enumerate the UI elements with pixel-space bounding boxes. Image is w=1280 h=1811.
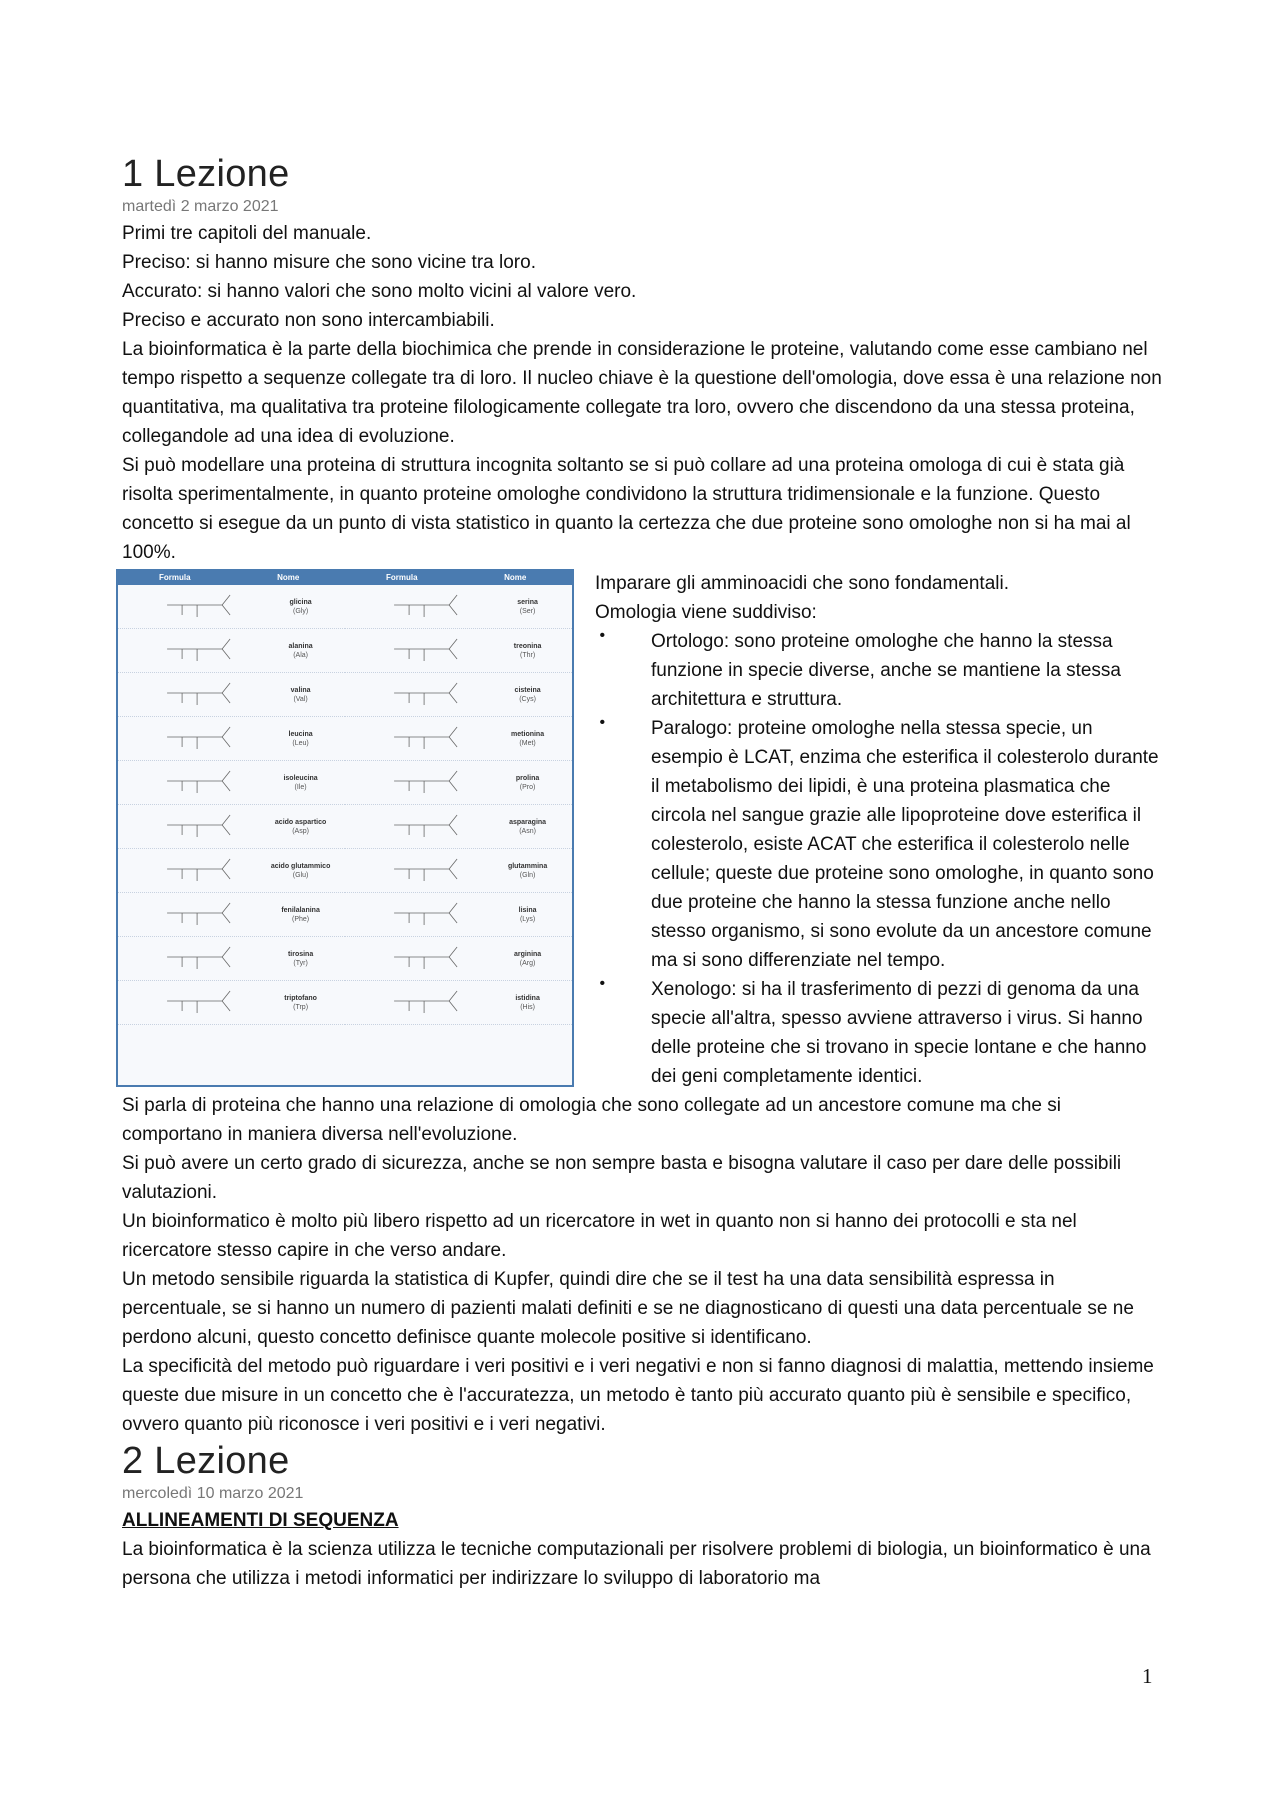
amino-acid-name (483, 730, 572, 748)
amino-acid-label: fenilalanina (281, 906, 320, 914)
amino-acid-abbr: (Arg) (519, 959, 536, 967)
paragraph: Omologia viene suddiviso: (595, 602, 817, 623)
amino-acid-label: cisteina (514, 686, 541, 694)
amino-acid-label: asparagina (509, 818, 547, 826)
amino-acid-row (345, 629, 572, 673)
amino-acid-abbr: (Glu) (292, 871, 309, 879)
amino-acid-row (345, 585, 572, 629)
formula-drawing (118, 849, 256, 891)
amino-acid-name (256, 642, 345, 660)
formula-drawing (118, 893, 256, 935)
amino-acid-abbr: (Met) (519, 739, 536, 747)
paragraph: Un bioinformatico è molto più libero rispetto ad un ricercatore in wet in quanto non si hanno dei protocolli e sta nel ricercatore stesso capire in che verso andare. (122, 1211, 1077, 1261)
amino-acid-name (256, 950, 345, 968)
amino-acid-abbr: (Ser) (519, 607, 536, 615)
figure-header-cell: Formula (158, 573, 191, 582)
formula-drawing (118, 937, 256, 979)
amino-acid-label: isoleucina (283, 774, 318, 782)
amino-acid-formula (118, 629, 256, 672)
paragraph: Un metodo sensibile riguarda la statistica di Kupfer, quindi dire che se il test ha una data sensibilità espressa in percentuale, se si hanno un numero di pazienti malati definiti e se ne diagnosticano di questi una data percentuale se ne perdono alcuni, questo concetto definisce quante molecole positive si identificano. (122, 1269, 1134, 1348)
formula-drawing (118, 717, 256, 759)
amino-acid-name (483, 686, 572, 704)
amino-acid-abbr: (Gln) (519, 871, 536, 879)
amino-acid-formula (118, 673, 256, 716)
paragraph: Preciso: si hanno misure che sono vicine tra loro. (122, 252, 536, 273)
amino-acid-name (256, 818, 345, 836)
amino-acid-label: glicina (289, 598, 312, 606)
amino-acid-row (345, 893, 572, 937)
amino-acid-formula (118, 937, 256, 980)
amino-acid-label: istidina (515, 994, 540, 1002)
amino-acid-label: serina (517, 598, 538, 606)
amino-acid-label: alanina (288, 642, 313, 650)
side-text (595, 569, 1165, 1091)
amino-acid-formula (345, 805, 483, 848)
amino-acid-name (483, 642, 572, 660)
amino-acid-row (345, 717, 572, 761)
amino-acid-row (118, 893, 345, 937)
amino-acid-name (256, 994, 345, 1012)
amino-acid-label: triptofano (284, 994, 317, 1002)
paragraph: Xenologo: si ha il trasferimento di pezzi di genoma da una specie all'altra, spesso avviene attraverso i virus. Si hanno delle proteine che si trovano in specie lontane e che hanno dei geni completamente identici. (651, 979, 1147, 1087)
formula-drawing (345, 893, 483, 935)
formula-drawing (118, 673, 256, 715)
amino-acid-name (483, 862, 572, 880)
paragraph: Preciso e accurato non sono intercambiabili. (122, 310, 495, 331)
paragraph: Primi tre capitoli del manuale. (122, 223, 372, 244)
formula-drawing (118, 805, 256, 847)
amino-acid-name (256, 730, 345, 748)
list-item (595, 627, 1165, 714)
amino-acid-row (118, 585, 345, 629)
lesson-2-date: mercoledì 10 marzo 2021 (122, 1485, 304, 1502)
paragraph: Paralogo: proteine omologhe nella stessa specie, un esempio è LCAT, enzima che esterifica il colesterolo durante il metabolismo dei lipidi, è una proteina plasmatica che circola nel sangue grazie alle lipoproteine dove esterifica il colesterolo, esiste ACAT che esterifica il colesterolo nelle cellule; queste due proteine sono omologhe, in quanto sono due proteine che hanno la stessa funzione anche nello stesso organismo, si sono evolute da un ancestore comune ma si sono differenziate nel tempo. (651, 718, 1159, 971)
paragraph: Ortologo: sono proteine omologhe che hanno la stessa funzione in specie diverse, anche se mantiene la stessa architettura e struttura. (651, 631, 1121, 710)
bullet-icon: • (595, 975, 606, 992)
amino-acid-label: arginina (513, 950, 542, 958)
amino-acid-label: lisina (518, 906, 537, 914)
amino-acid-row (118, 673, 345, 717)
amino-acid-formula (118, 805, 256, 848)
paragraph: La bioinformatica è la parte della biochimica che prende in considerazione le proteine, valutando come esse cambiano nel tempo rispetto a sequenze collegate tra di loro. Il nucleo chiave è la questione dell'omologia, dove essa è una relazione non quantitativa, ma qualitativa tra proteine filologicamente collegate tra loro, ovvero che discendono da una stessa proteina, collegandole ad una idea di evoluzione. (122, 339, 1162, 447)
bullet-icon: • (595, 627, 606, 644)
amino-acid-formula (118, 761, 256, 804)
amino-acid-abbr: (Tyr) (293, 959, 308, 967)
amino-acid-row (345, 761, 572, 805)
figure-column-right (345, 585, 572, 1025)
amino-acid-name (483, 774, 572, 792)
amino-acid-formula (345, 673, 483, 716)
amino-acid-label: prolina (515, 774, 540, 782)
amino-acid-row (118, 981, 345, 1025)
paragraph: Accurato: si hanno valori che sono molto vicini al valore vero. (122, 281, 637, 302)
amino-acid-abbr: (Phe) (292, 915, 310, 923)
amino-acid-formula (345, 629, 483, 672)
lesson-1-date: martedì 2 marzo 2021 (122, 198, 279, 215)
amino-acid-formula (345, 893, 483, 936)
amino-acid-row (345, 673, 572, 717)
amino-acid-label: valina (290, 686, 311, 694)
amino-acid-name (256, 906, 345, 924)
amino-acid-name (256, 686, 345, 704)
lesson-1-title: 1 Lezione (122, 153, 290, 195)
amino-acid-formula (118, 893, 256, 936)
figure-column-left (118, 585, 345, 1025)
amino-acid-label: glutammina (507, 862, 548, 870)
page-number: 1 (1142, 1664, 1153, 1688)
amino-acid-label: acido glutammico (270, 862, 331, 870)
paragraph: Si parla di proteina che hanno una relazione di omologia che sono collegate ad un ancestore comune ma che si comportano in maniera diversa nell'evoluzione. (122, 1095, 1061, 1145)
amino-acid-abbr: (Ile) (294, 783, 307, 791)
paragraph: Si può avere un certo grado di sicurezza, anche se non sempre basta e bisogna valutare il caso per dare delle possibili valutazioni. (122, 1153, 1122, 1203)
amino-acid-label: leucina (288, 730, 313, 738)
amino-acid-label: metionina (511, 730, 545, 738)
formula-drawing (118, 761, 256, 803)
amino-acid-row (118, 717, 345, 761)
formula-drawing (345, 981, 483, 1023)
amino-acid-table-image (116, 569, 574, 1087)
amino-acid-formula (345, 717, 483, 760)
amino-acid-row (118, 849, 345, 893)
amino-acid-formula (345, 981, 483, 1024)
amino-acid-formula (345, 761, 483, 804)
formula-drawing (118, 981, 256, 1023)
amino-acid-abbr: (Asp) (292, 827, 309, 835)
paragraph: Si può modellare una proteina di struttura incognita soltanto se si può collare ad una proteina omologa di cui è stata già risolta sperimentalmente, in quanto proteine omologhe condividono la struttura tridimensionale e la funzione. Questo concetto si esegue da un punto di vista statistico in quanto la certezza che due proteine sono omologhe non si ha mai al 100%. (122, 455, 1131, 563)
formula-drawing (345, 805, 483, 847)
amino-acid-name (483, 598, 572, 616)
amino-acid-formula (345, 937, 483, 980)
amino-acid-row (345, 981, 572, 1025)
amino-acid-abbr: (Val) (293, 695, 308, 703)
amino-acid-abbr: (Lys) (519, 915, 536, 923)
section-heading: ALLINEAMENTI DI SEQUENZA (122, 1510, 399, 1531)
amino-acid-abbr: (Asn) (519, 827, 536, 835)
formula-drawing (345, 629, 483, 671)
amino-acid-formula (118, 849, 256, 892)
amino-acid-abbr: (Gly) (293, 607, 309, 615)
amino-acid-abbr: (Trp) (293, 1003, 309, 1011)
bullet-icon: • (595, 714, 606, 731)
amino-acid-formula (118, 585, 256, 628)
amino-acid-formula (118, 981, 256, 1024)
amino-acid-row (118, 937, 345, 981)
paragraph: La bioinformatica è la scienza utilizza le tecniche computazionali per risolvere problemi di biologia, un bioinformatico è una persona che utilizza i metodi informatici per indirizzare lo sviluppo di laboratorio ma (122, 1539, 1151, 1589)
amino-acid-abbr: (His) (520, 1003, 535, 1011)
amino-acid-name (256, 862, 345, 880)
formula-drawing (345, 717, 483, 759)
amino-acid-abbr: (Thr) (520, 651, 536, 659)
amino-acid-name (483, 950, 572, 968)
figure-header-cell: Formula (385, 573, 418, 582)
amino-acid-name (483, 906, 572, 924)
amino-acid-row (345, 937, 572, 981)
amino-acid-row (118, 761, 345, 805)
formula-drawing (345, 937, 483, 979)
amino-acid-abbr: (Ala) (293, 651, 308, 659)
formula-drawing (118, 585, 256, 627)
figure-header-cell: Nome (504, 573, 527, 582)
amino-acid-abbr: (Leu) (292, 739, 309, 747)
amino-acid-name (483, 818, 572, 836)
amino-acid-row (118, 629, 345, 673)
list-item (595, 714, 1165, 975)
figure-header-cell: Nome (277, 573, 300, 582)
formula-drawing (345, 585, 483, 627)
amino-acid-formula (345, 585, 483, 628)
formula-drawing (345, 673, 483, 715)
amino-acid-row (118, 805, 345, 849)
amino-acid-formula (118, 717, 256, 760)
amino-acid-label: treonina (513, 642, 542, 650)
amino-acid-row (345, 849, 572, 893)
amino-acid-name (256, 774, 345, 792)
formula-drawing (118, 629, 256, 671)
paragraph: Imparare gli amminoacidi che sono fondamentali. (595, 573, 1009, 594)
page-content (122, 152, 1162, 1593)
amino-acid-name (256, 598, 345, 616)
lesson-2-title: 2 Lezione (122, 1440, 290, 1482)
figure-section (122, 569, 1162, 1091)
figure-header (118, 571, 572, 585)
formula-drawing (345, 849, 483, 891)
figure-body (118, 585, 572, 1025)
paragraph: La specificità del metodo può riguardare i veri positivi e i veri negativi e non si fanno diagnosi di malattia, mettendo insieme queste due misure in un concetto che è l'accuratezza, un metodo è tanto più accurato quanto più è sensibile e specifico, ovvero quanto più riconosce i veri positivi e i veri negativi. (122, 1356, 1154, 1435)
list-item (595, 975, 1165, 1091)
amino-acid-label: tirosina (287, 950, 314, 958)
amino-acid-row (345, 805, 572, 849)
amino-acid-formula (345, 849, 483, 892)
amino-acid-name (483, 994, 572, 1012)
amino-acid-abbr: (Cys) (519, 695, 536, 703)
amino-acid-abbr: (Pro) (519, 783, 536, 791)
formula-drawing (345, 761, 483, 803)
amino-acid-label: acido aspartico (274, 818, 327, 826)
